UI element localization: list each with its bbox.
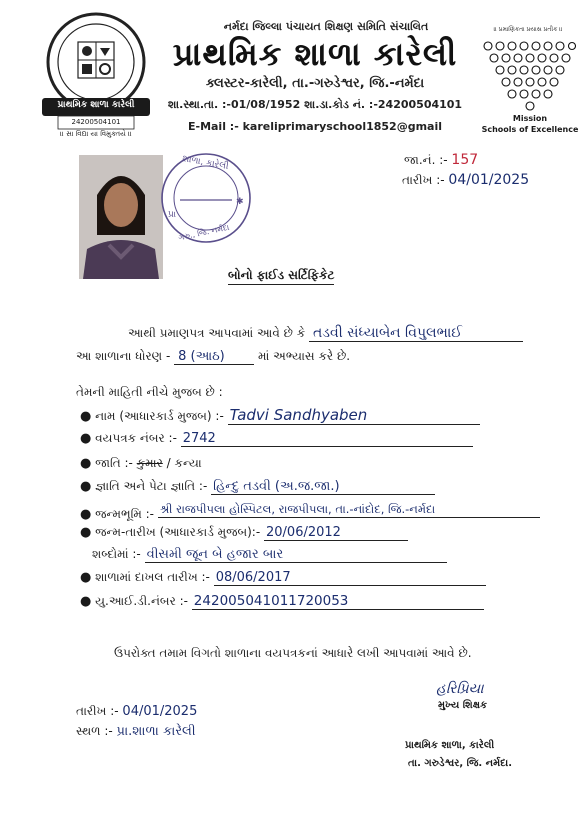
email-line: E-Mail :- kareliprimaryschool1852@gmail (187, 120, 443, 133)
headmaster-signature: હરિપ્રિયા (436, 681, 484, 697)
field-gender-label: જાતિ :- (95, 456, 133, 470)
signatory-school: પ્રાથમિક શાળા, કારેલી (405, 740, 495, 751)
field-uid: ● યુ.આઈ.ડી.નંબર :- 242005041011720053 (80, 593, 484, 610)
field-admission-label: શાળામાં દાખલ તારીખ :- (95, 570, 210, 584)
ref-date (402, 172, 529, 188)
info-heading: તેમની માહિતી નીચે મુજબ છે : (76, 385, 223, 399)
signatory-place: તા. ગરુડેશ્વર, જિ. નર્મદા. (408, 758, 513, 769)
field-gr-value: 2742 (181, 431, 473, 447)
field-birthplace-label: જન્મભૂમિ :- (95, 507, 154, 521)
seal-band-text: પ્રાથમિક શાળા કારેલી (57, 100, 135, 110)
ref-date-label: તારીખ :- (402, 173, 445, 187)
field-gr-label: વયપત્રક નંબર :- (95, 431, 177, 445)
field-gender-value: / કન્યા (166, 456, 202, 470)
school-name-heading: પ્રાથમિક શાળા કારેલી (172, 35, 458, 73)
footer-date (76, 704, 197, 719)
standard-prefix: આ શાળાના ધોરણ - (76, 349, 171, 363)
seal-code-text: 24200504101 (71, 118, 121, 126)
field-admission-value: 08/06/2017 (214, 570, 486, 586)
field-caste: ● જ્ઞાતિ અને પેટા જ્ઞાતિ :- હિન્દુ તડવી (અ.જ.જા.) (80, 479, 435, 495)
field-name-label: નામ (આધારકાર્ડ મુજબ) :- (95, 409, 224, 423)
intro-prefix: આથી પ્રમાણપત્ર આપવામાં આવે છે કે (128, 326, 306, 340)
footer-place-value: પ્રા.શાળા કારેલી (116, 724, 196, 739)
stamp-text-left: પ્રા (168, 210, 177, 220)
intro-line-1 (128, 325, 523, 342)
field-birthplace: ● જન્મભૂમિ :- શ્રી રાજપીપલા હોસ્પિટલ, રાજપીપલા, તા.-નાંદોદ, જિ.-નર્મદા (80, 502, 540, 522)
field-name-value: Tadvi Sandhyaben (228, 406, 480, 425)
field-dob-words-value: વીસમી જૂન બે હજાર બાર (145, 547, 447, 563)
field-uid-value: 242005041011720053 (192, 593, 484, 610)
standard-value: 8 (આઠ) (174, 349, 254, 365)
field-dob-words-label: શબ્દોમાં :- (92, 547, 141, 561)
field-dob-words (92, 547, 447, 563)
field-birthplace-value: શ્રી રાજપીપલા હોસ્પિટલ, રાજપીપલા, તા.-નાંદોદ, જિ.-નર્મદા (158, 502, 540, 518)
field-name: ● નામ (આધારકાર્ડ મુજબ) :- Tadvi Sandhyaben (80, 406, 480, 425)
student-photo (79, 155, 163, 279)
field-gender: ● જાતિ :- કુમાર / કન્યા (80, 456, 202, 471)
right-logo-mission: Mission (512, 114, 548, 123)
ref-number (404, 152, 478, 168)
intro-line-2 (76, 349, 350, 365)
right-logo-caption: Schools of Excellence (481, 125, 579, 134)
right-logo-tagline: ॥ પ્રમાણિકતા પ્રયાસ પ્રતીક ॥ (493, 26, 563, 33)
student-full-name: તડવી સંધ્યાબેન વિપુલભાઈ (309, 325, 523, 342)
established-line: શા.સ્થા.તા. :-01/08/1952 શા.ડા.કોડ નં. :-24200504101 (167, 98, 463, 111)
stamp-text-bottom: ગરુ., જિ. નર્મદા (177, 222, 231, 243)
standard-suffix: માં અભ્યાસ કરે છે. (257, 349, 351, 363)
ref-date-value: 04/01/2025 (448, 172, 530, 188)
header-top-line: નર્મદા જિલ્લા પંચાયત શિક્ષણ સમિતિ સંચાલિત (223, 20, 429, 33)
mission-triangle-logo (480, 38, 576, 112)
svg-text:✱: ✱ (236, 197, 244, 207)
ref-number-label: જા.નં. :- (404, 153, 448, 167)
field-gr-number: ● વયપત્રક નંબર :- 2742 (80, 431, 473, 447)
stamp-text-top: શાળા, કારેલી (181, 154, 230, 172)
field-dob: ● જન્મ-તારીખ (આધારકાર્ડ મુજબ):- 20/06/2012 (80, 525, 408, 541)
footer-place (76, 724, 196, 739)
school-seal-logo (40, 10, 152, 132)
field-caste-label: જ્ઞાતિ અને પેટા જ્ઞાતિ :- (95, 479, 208, 493)
footer-date-label: તારીખ :- (76, 704, 119, 718)
seal-motto-text: ॥ સા વિદ્યા યા વિમુક્તયે ॥ (60, 130, 132, 138)
footer-date-value: 04/01/2025 (122, 704, 198, 719)
closing-statement: ઉપરોક્ત તમામ વિગતો શાળાના વયપત્રકનાં આધારે લખી આપવામાં આવે છે. (114, 646, 472, 660)
ref-number-value: 157 (451, 152, 479, 168)
field-dob-label: જન્મ-તારીખ (આધારકાર્ડ મુજબ):- (95, 525, 261, 539)
field-admission-date: ● શાળામાં દાખલ તારીખ :- 08/06/2017 (80, 570, 486, 586)
certificate-title: બોનો ફાઈડ સર્ટિફિકેટ (228, 268, 334, 285)
field-caste-value: હિન્દુ તડવી (અ.જ.જા.) (211, 479, 435, 495)
field-uid-label: યુ.આઈ.ડી.નંબર :- (95, 594, 188, 608)
field-dob-value: 20/06/2012 (264, 525, 408, 541)
cluster-line: ક્લસ્ટર-કારેલી, તા.-ગરુડેશ્વર, જિ.-નર્મદા (205, 76, 425, 91)
footer-place-label: સ્થળ :- (76, 724, 113, 738)
signatory-title: મુખ્ય શિક્ષક (438, 700, 488, 711)
field-gender-struck: કુમાર (136, 456, 163, 470)
